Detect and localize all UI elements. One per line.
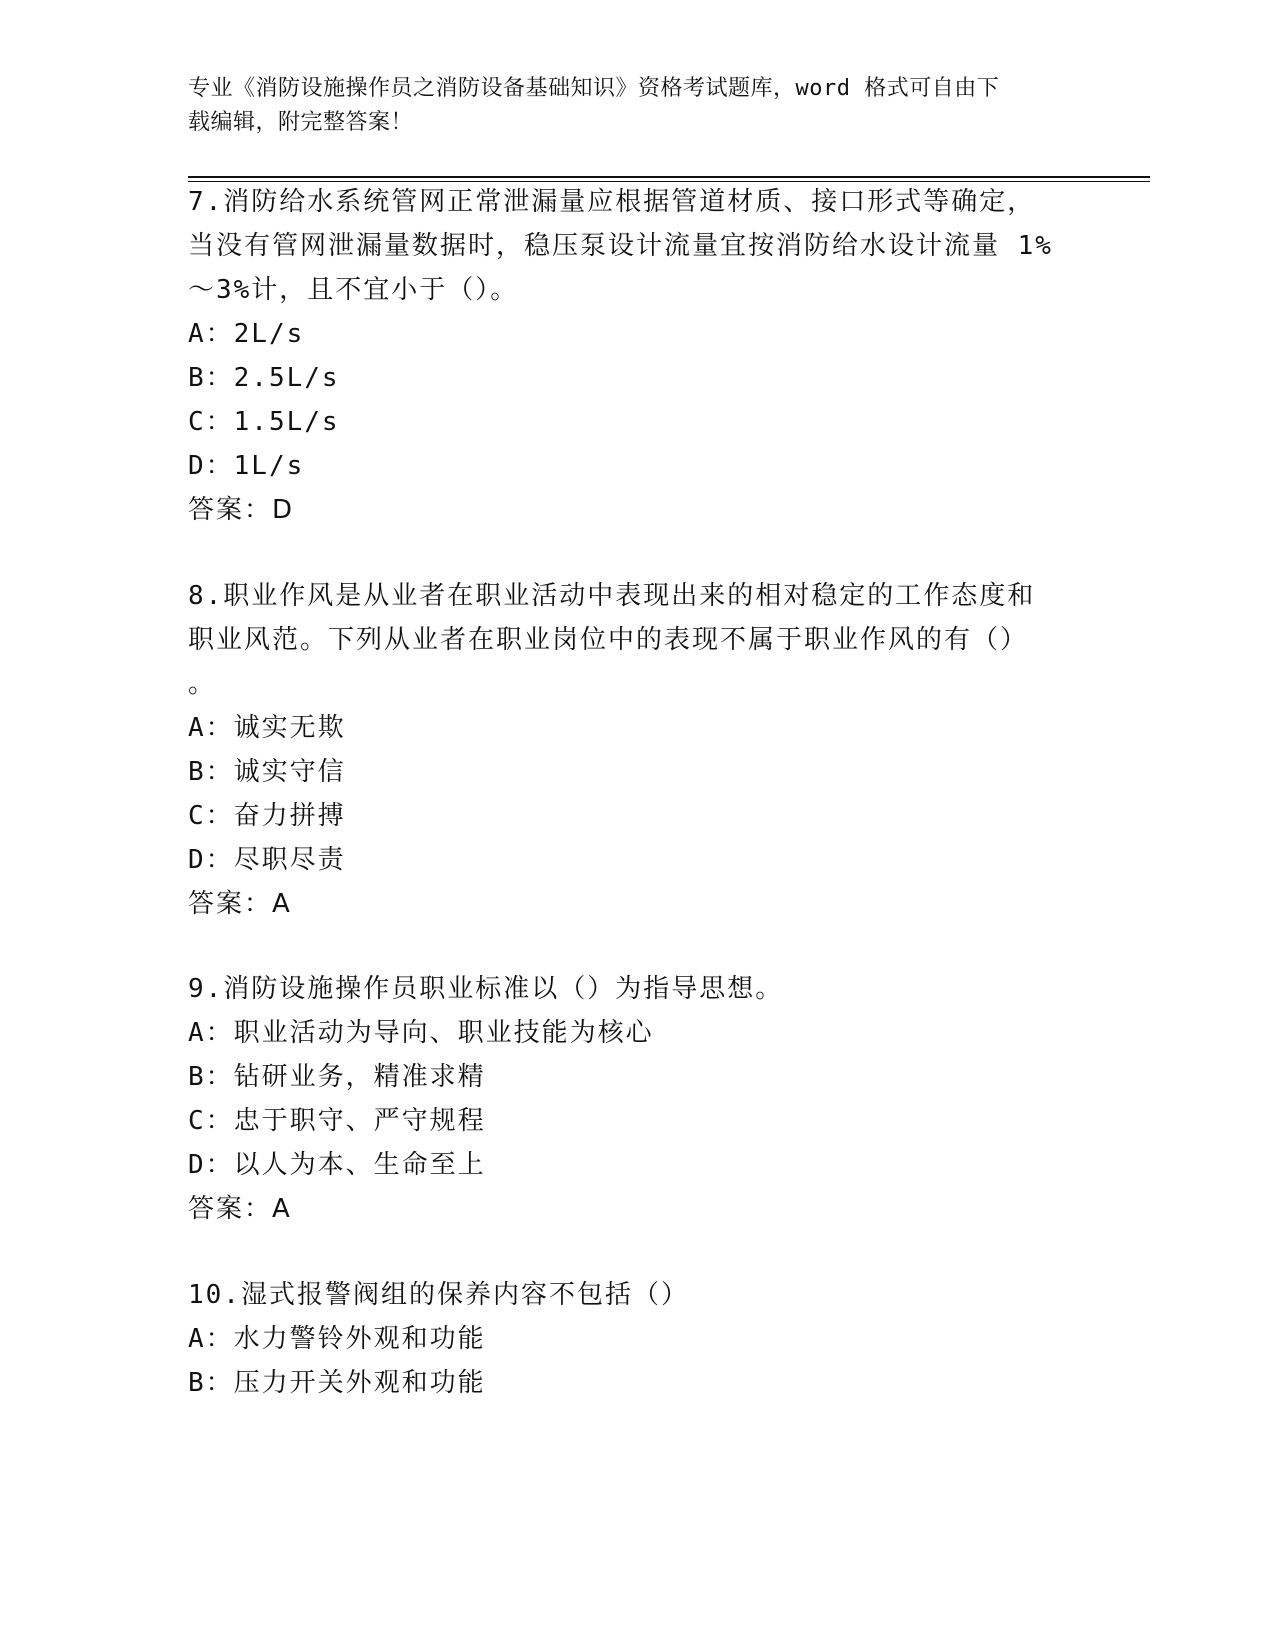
header-line-1: 专业《消防设施操作员之消防设备基础知识》资格考试题库，word 格式可自由下: [188, 76, 1000, 101]
question-8-answer: 答案：A: [188, 889, 292, 919]
question-9-option-b: B：钻研业务，精准求精: [188, 1062, 486, 1092]
question-9-option-c: C：忠于职守、严守规程: [188, 1106, 486, 1136]
question-7-option-b: B：2.5L/s: [188, 363, 340, 393]
question-8-stem-line-2: 职业风范。下列从业者在职业岗位中的表现不属于职业作风的有（）: [188, 625, 1029, 655]
question-9-answer: 答案：A: [188, 1194, 292, 1224]
question-7-option-a: A：2L/s: [188, 319, 305, 349]
question-9-option-d: D：以人为本、生命至上: [188, 1150, 486, 1180]
question-8-option-b: B：诚实守信: [188, 757, 346, 787]
header-rule-thick: [188, 176, 1150, 178]
question-8-stem-line-1: 8.职业作风是从业者在职业活动中表现出来的相对稳定的工作态度和: [188, 581, 1036, 611]
question-10-stem-line-1: 10.湿式报警阀组的保养内容不包括（）: [188, 1280, 689, 1310]
question-7-stem-line-2: 当没有管网泄漏量数据时，稳压泵设计流量宜按消防给水设计流量 1%: [188, 231, 1053, 261]
question-9-stem-line-1: 9.消防设施操作员职业标准以（）为指导思想。: [188, 974, 784, 1004]
question-7-answer: 答案：D: [188, 495, 295, 525]
question-7-stem-line-3: ～3%计，且不宜小于（）。: [188, 275, 519, 305]
question-7-option-c: C：1.5L/s: [188, 407, 340, 437]
document-header: [188, 72, 1068, 140]
question-7-stem-line-1: 7.消防给水系统管网正常泄漏量应根据管道材质、接口形式等确定，: [188, 187, 1036, 217]
question-8-option-c: C：奋力拼搏: [188, 801, 346, 831]
question-8-option-d: D：尽职尽责: [188, 845, 346, 875]
question-10-option-b: B：压力开关外观和功能: [188, 1368, 486, 1398]
question-7-option-d: D：1L/s: [188, 451, 305, 481]
question-10-option-a: A：水力警铃外观和功能: [188, 1324, 486, 1354]
question-8-option-a: A：诚实无欺: [188, 713, 346, 743]
question-8-stem-line-3: 。: [188, 669, 217, 699]
question-9-option-a: A：职业活动为导向、职业技能为核心: [188, 1018, 654, 1048]
header-line-2: 载编辑，附完整答案！: [188, 110, 414, 135]
header-rule-thin: [188, 181, 1150, 182]
